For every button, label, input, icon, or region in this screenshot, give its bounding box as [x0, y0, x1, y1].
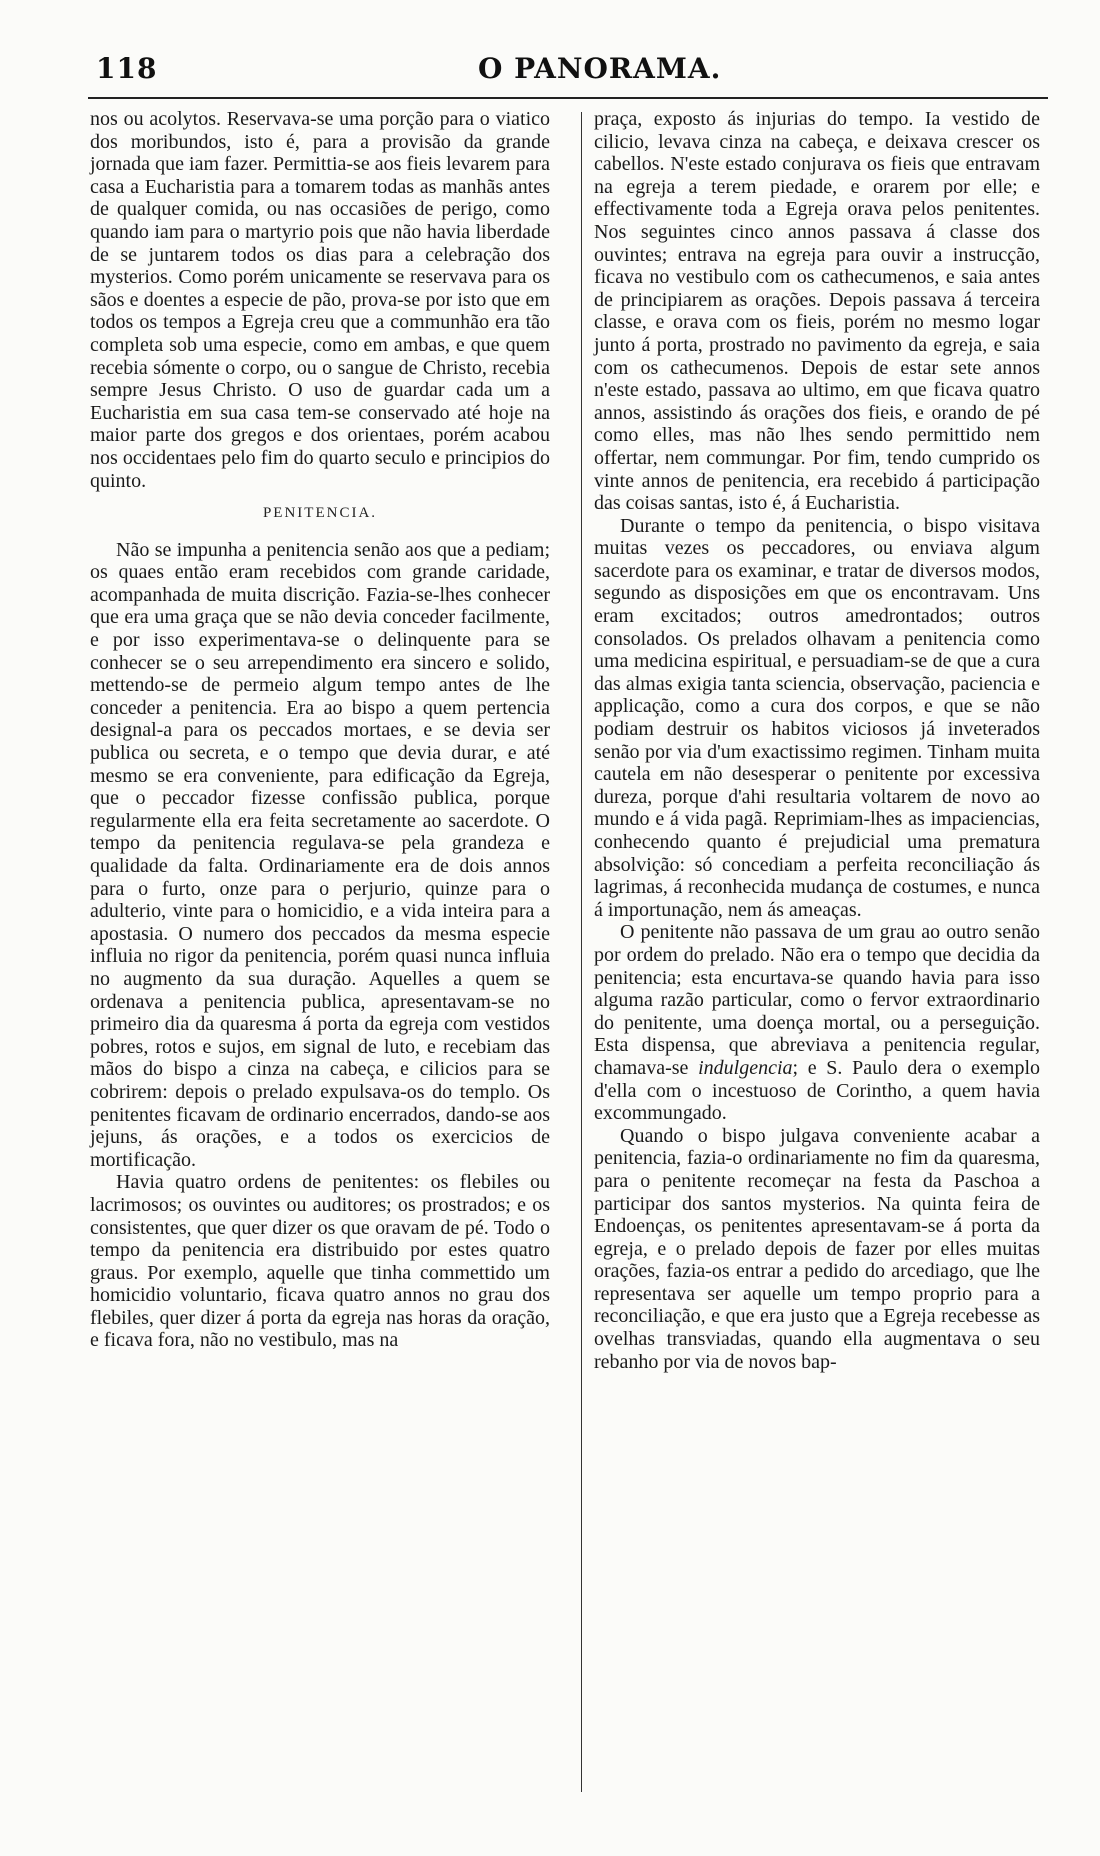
page-header	[88, 44, 1048, 84]
paragraph: Havia quatro ordens de penitentes: os flebiles ou lacrimosos; os ouvintes ou auditores; os prostrados; e os consistentes, que quer dizer os que oravam de pé. Todo o tempo da penitencia era distribuido por estes quatro graus. Por exemplo, aquelle que tinha commettido um homicidio voluntario, ficava quatro annos no grau dos flebiles, quer dizer á porta da egreja nas horas da oração, e ficava fora, não no vestibulo, mas na	[90, 1171, 550, 1352]
header-rule	[88, 97, 1048, 99]
column-divider	[581, 112, 582, 1792]
page-number: 118	[96, 52, 158, 85]
paragraph: Não se impunha a penitencia senão aos que a pediam; os quaes então eram recebidos com grande caridade, acompanhada de muita discrição. Fazia-se-lhes conhecer que era uma graça que se não devia conceder facilmente, e por isso experimentava-se o delinquente para se conhecer se o seu arrependimento era sincero e solido, mettendo-se de permeio algum tempo antes de lhe conceder a penitencia. Era ao bispo a quem pertencia designal-a para os peccados mortaes, e se devia ser publica ou secreta, e o tempo que devia durar, e até mesmo se era conveniente, para edificação da Egreja, que o peccador fizesse confissão publica, porque regularmente ella era feita secretamente ao sacerdote. O tempo da penitencia regulava-se pela grandeza e qualidade da falta. Ordinariamente era de dois annos para o furto, onze para o perjurio, quinze para o adulterio, vinte para o homicidio, e a vida inteira para a apostasia. O numero dos peccados da mesma especie influia no rigor da penitencia, porém quasi nunca influia no augmento da sua duração. Aquelles a quem se ordenava a penitencia publica, apresentavam-se no primeiro dia da quaresma á porta da egreja com vestidos pobres, rotos e sujos, em signal de luto, e recebiam das mãos do bispo a cinza na cabeça, e cilicios para se cobrirem: depois o prelado expulsava-os do templo. Os penitentes ficavam de ordinario encerrados, dando-se aos jejuns, ás orações, e a todos os exercicios de mortificação.	[90, 538, 550, 1171]
paragraph-text: O penitente não passava de um grau ao outro senão por ordem do prelado. Não era o tempo que decidia da penitencia; esta encurtava-se quando havia para isso alguma razão particular, como o fervor extraordinario do penitente, uma doença mortal, ou a perseguição. Esta dispensa, que abreviava a penitencia regular, chamava-se	[594, 921, 1040, 1079]
paragraph: praça, exposto ás injurias do tempo. Ia vestido de cilicio, levava cinza na cabeça, e deixava crescer os cabellos. N'este estado conjurava os fieis que entravam na egreja a terem piedade, e orarem por elle; e effectivamente toda a Egreja orava pelos penitentes. Nos seguintes cinco annos passava á classe dos ouvintes; entrava na egreja para ouvir a instrucção, ficava no vestibulo com os cathecumenos, e saia antes de principiarem as orações. Depois passava á terceira classe, e orava com os fieis, porém no mesmo logar junto á porta, prostrado no pavimento da egreja, e saia com os cathecumenos. Depois de estar sete annos n'este estado, passava ao ultimo, em que ficava quatro annos, assistindo ás orações dos fieis, e orando de pé como elles, mas não lhes sendo permittido nem offertar, nem commungar. Por fim, tendo cumprido os vinte annos de penitencia, era recebido á participação das coisas santas, isto é, á Eucharistia.	[594, 108, 1040, 515]
section-heading: PENITENCIA.	[262, 505, 378, 522]
paragraph: nos ou acolytos. Reservava-se uma porção para o viatico dos moribundos, isto é, para a provisão da grande jornada que iam fazer. Permittia-se aos fieis levarem para casa a Eucharistia para a tomarem todas as manhãs antes de qualquer comida, ou nas occasiões de perigo, como quando iam para o martyrio pois que não havia liberdade de se juntarem todos os dias para a celebração dos mysterios. Como porém unicamente se reservava para os sãos e doentes a especie de pão, prova-se por isto que em todos os tempos a Egreja creu que a communhão era tão completa sob uma especie, como em ambas, e que quem recebia sómente o corpo, ou o sangue de Christo, recebia sempre Jesus Christo. O uso de guardar cada um a Eucharistia em sua casa tem-se conservado até hoje na maior parte dos gregos e dos orientaes, porém acabou nos occidentaes pelo fim do quarto seculo e principios do quinto.	[90, 108, 550, 492]
right-column	[594, 108, 1040, 1373]
paragraph	[594, 921, 1040, 1124]
left-column	[90, 108, 550, 1352]
paragraph: Durante o tempo da penitencia, o bispo visitava muitas vezes os peccadores, ou enviava algum sacerdote para os examinar, e tratar de diversos modos, segundo as disposições em que os encontravam. Uns eram excitados; outros amedrontados; outros consolados. Os prelados olhavam a penitencia como uma medicina espiritual, e persuadiam-se de que a cura das almas exigia tanta sciencia, observação, paciencia e applicação, como a cura dos corpos, e que se não podiam destruir os habitos viciosos já inveterados senão por via d'um exactissimo regimen. Tinham muita cautela em não desesperar o penitente por excessiva dureza, porque d'ahi resultaria voltarem de novo ao mundo e á vida pagã. Reprimiam-lhes as impaciencias, conhecendo quanto é prejudicial uma prematura absolvição: só concediam a perfeita reconciliação ás lagrimas, á reconhecida mudança de costumes, e nunca á importunação, nem ás ameaças.	[594, 514, 1040, 921]
paragraph: Quando o bispo julgava conveniente acabar a penitencia, fazia-o ordinariamente no fim da quaresma, para o penitente recomeçar na festa da Paschoa a participar dos santos mysterios. Na quinta feira de Endoenças, os penitentes apresentavam-se á porta da egreja, e o prelado depois de fazer por elles muitas orações, fazia-os entrar a pedido do arcediago, que lhe representava ser aquelle um tempo proprio para a reconciliação, e que era justo que a Egreja recebesse as ovelhas transviadas, quando ella augmentava o seu rebanho por via de novos bap-	[594, 1124, 1040, 1373]
italic-term: indulgencia	[698, 1056, 793, 1079]
running-title: O PANORAMA.	[478, 52, 722, 85]
paragraph-text: ; e S. Paulo dera o exemplo d'ella com o incestuoso de Corintho, a quem havia excommungado.	[594, 1056, 1040, 1125]
